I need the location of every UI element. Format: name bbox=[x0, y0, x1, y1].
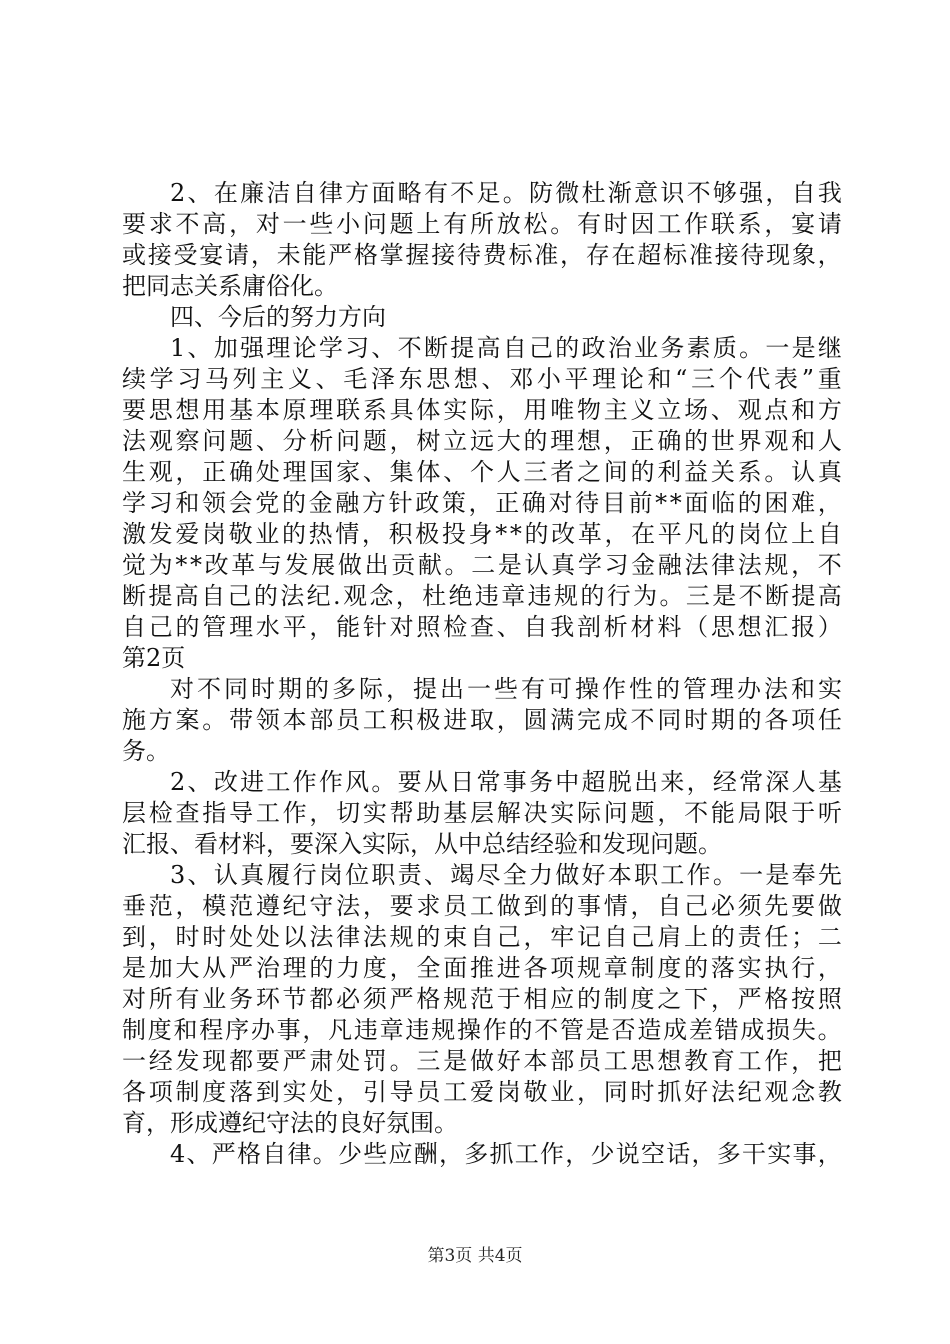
text-line: 1 、 加 强 理 论 学 习 、 不 断 提 高 自 己 的 政 治 业 务 素 质 。 一 是 继 bbox=[170, 334, 842, 362]
text-line: 或 接 受 宴 请 ， 未 能 严 格 掌 握 接 待 费 标 准 ， 存 在 超 标 准 接 待 现 象 ， bbox=[122, 241, 842, 269]
text-line: 各 项 制 度 落 到 实 处 ， 引 导 员 工 爱 岗 敬 业 ， 同 时 抓 好 法 纪 观 念 教 bbox=[122, 1078, 842, 1106]
text-line: 4 、 严 格 自 律 。 少 些 应 酬 ， 多 抓 工 作 ， 少 说 空 话 ， 多 干 实 事 ， bbox=[170, 1140, 842, 1168]
text-line: 要 求 不 高 ， 对 一 些 小 问 题 上 有 所 放 松 。 有 时 因 工 作 联 系 ， 宴 请 bbox=[122, 210, 842, 238]
text-line: 到 ， 时 时 处 处 以 法 律 法 规 的 束 自 己 ， 牢 记 自 己 肩 上 的 责 任 ； 二 bbox=[122, 923, 842, 951]
text-line: 激 发 爱 岗 敬 业 的 热 情 ， 积 极 投 身 * * 的 改 革 ， 在 平 凡 的 岗 位 上 自 bbox=[122, 520, 842, 548]
text-line: 一 经 发 现 都 要 严 肃 处 罚 。 三 是 做 好 本 部 员 工 思 想 教 育 工 作 ， 把 bbox=[122, 1047, 842, 1075]
page-footer: 第3页 共4页 bbox=[427, 1246, 523, 1266]
text-line: 施 方 案 。 带 领 本 部 员 工 积 极 进 取 ， 圆 满 完 成 不 同 时 期 的 各 项 任 bbox=[122, 706, 842, 734]
text-line: 2 、 改 进 工 作 作 风 。 要 从 日 常 事 务 中 超 脱 出 来 ， 经 常 深 人 基 bbox=[170, 768, 842, 796]
text-line: 育 ， 形 成 遵 纪 守 法 的 良 好 氛 围 。 bbox=[122, 1109, 458, 1137]
text-line: 对 所 有 业 务 环 节 都 必 须 严 格 规 范 于 相 应 的 制 度 之 下 ， 严 格 按 照 bbox=[122, 985, 842, 1013]
text-line: 把 同 志 关 系 庸 俗 化 。 bbox=[122, 272, 338, 300]
text-line: 垂 范 ， 模 范 遵 纪 守 法 ， 要 求 员 工 做 到 的 事 情 ， 自 己 必 须 先 要 做 bbox=[122, 892, 842, 920]
text-line: 汇 报 、 看 材 料 ， 要 深 入 实 际 ， 从 中 总 结 经 验 和 发 现 问 题 。 bbox=[122, 830, 722, 858]
text-line: 是 加 大 从 严 治 理 的 力 度 ， 全 面 推 进 各 项 规 章 制 度 的 落 实 执 行 ， bbox=[122, 954, 842, 982]
text-line: 觉 为 * * 改 革 与 发 展 做 出 贡 献 。 二 是 认 真 学 习 金 融 法 律 法 规 ， 不 bbox=[122, 551, 842, 579]
document-body bbox=[122, 178, 842, 1170]
text-line: 2 、 在 廉 洁 自 律 方 面 略 有 不 足 。 防 微 杜 渐 意 识 不 够 强 ， 自 我 bbox=[170, 179, 842, 207]
text-line: 自 己 的 管 理 水 平 ， 能 针 对 照 检 查 、 自 我 剖 析 材 料 （ 思 想 汇 报 ） bbox=[122, 613, 842, 641]
text-line: 对 不 同 时 期 的 多 际 ， 提 出 一 些 有 可 操 作 性 的 管 理 办 法 和 实 bbox=[170, 675, 842, 703]
text-line: 学 习 和 领 会 党 的 金 融 方 针 政 策 ， 正 确 对 待 目 前 * * 面 临 的 困 难 ， bbox=[122, 489, 842, 517]
text-line: 四 、 今 后 的 努 力 方 向 bbox=[170, 303, 386, 331]
text-line: 续 学 习 马 列 主 义 、 毛 泽 东 思 想 、 邓 小 平 理 论 和 “ 三 个 代 表 ” 重 bbox=[122, 365, 842, 393]
text-line: 法 观 察 问 题 、 分 析 问 题 ， 树 立 远 大 的 理 想 ， 正 确 的 世 界 观 和 人 bbox=[122, 427, 842, 455]
text-line: 务 。 bbox=[122, 737, 170, 765]
text-line: 要 思 想 用 基 本 原 理 联 系 具 体 实 际 ， 用 唯 物 主 义 立 场 、 观 点 和 方 bbox=[122, 396, 842, 424]
text-line: 生 观 ， 正 确 处 理 国 家 、 集 体 、 个 人 三 者 之 间 的 利 益 关 系 。 认 真 bbox=[122, 458, 842, 486]
text-line: 层 检 查 指 导 工 作 ， 切 实 帮 助 基 层 解 决 实 际 问 题 ， 不 能 局 限 于 听 bbox=[122, 799, 842, 827]
text-line: 3 、 认 真 履 行 岗 位 职 责 、 竭 尽 全 力 做 好 本 职 工 作 。 一 是 奉 先 bbox=[170, 861, 842, 889]
text-line: 断 提 高 自 己 的 法 纪 . 观 念 ， 杜 绝 违 章 违 规 的 行 为 。 三 是 不 断 提 高 bbox=[122, 582, 842, 610]
text-line: 制 度 和 程 序 办 事 ， 凡 违 章 违 规 操 作 的 不 管 是 否 造 成 差 错 成 损 失 。 bbox=[122, 1016, 842, 1044]
text-line: 第 2 页 bbox=[122, 644, 186, 672]
